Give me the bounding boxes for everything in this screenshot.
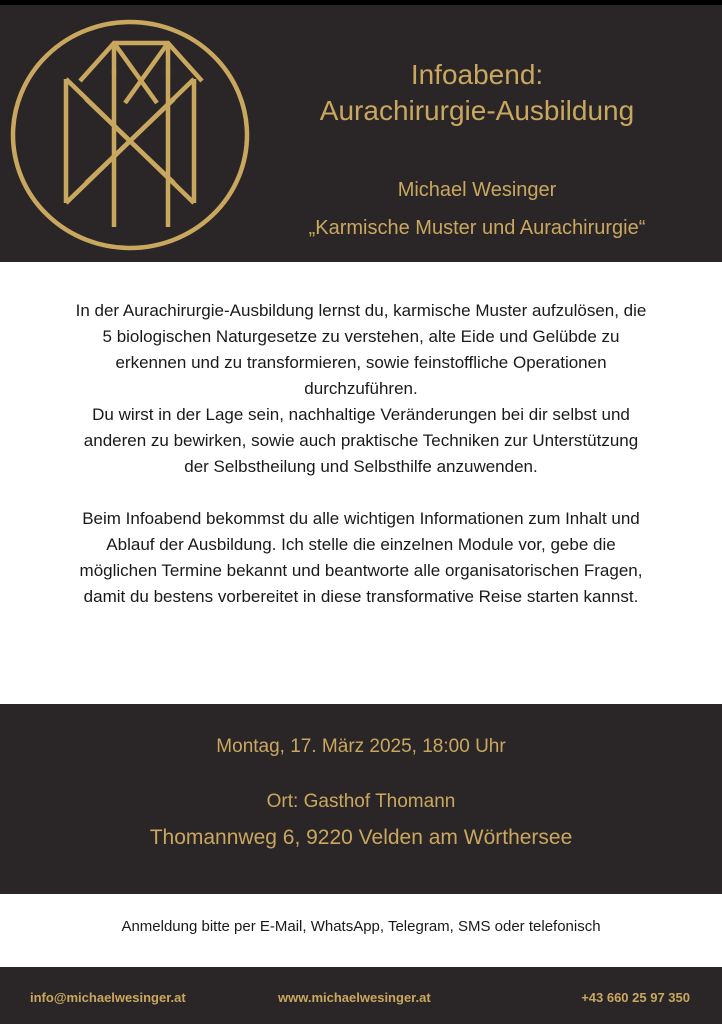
body-line: erkennen und zu transformieren, sowie feinstoffliche Operationen <box>115 353 607 372</box>
body-line: möglichen Termine bekannt und beantworte alle organisatorischen Fragen, <box>79 561 643 580</box>
description-text <box>14 298 708 610</box>
body-line: der Selbstheilung und Selbsthilfe anzuwenden. <box>184 457 538 476</box>
footer-bar <box>0 967 722 1024</box>
event-date: Montag, 17. März 2025, 18:00 Uhr <box>216 736 506 757</box>
talk-subtitle: „Karmische Muster und Aurachirurgie“ <box>308 217 646 239</box>
footer-email-link[interactable]: info@michaelwesinger.at <box>30 990 186 1005</box>
mw-monogram-circle-logo-icon <box>6 15 252 253</box>
title-line-2: Aurachirurgie-Ausbildung <box>319 95 635 126</box>
body-line: 5 biologischen Naturgesetze zu verstehen, alte Eide und Gelübde zu <box>102 327 620 346</box>
event-address: Thomannweg 6, 9220 Velden am Wörthersee <box>149 826 573 849</box>
body-line: Du wirst in der Lage sein, nachhaltige Veränderungen bei dir selbst und <box>92 405 630 424</box>
body-line: In der Aurachirurgie-Ausbildung lernst du, karmische Muster aufzulösen, die <box>75 301 647 320</box>
event-details-banner <box>0 704 722 894</box>
title-line-1: Infoabend: <box>410 59 544 90</box>
paragraph-spacer <box>14 480 708 506</box>
header-banner <box>0 5 722 262</box>
event-venue: Ort: Gasthof Thomann <box>266 791 456 812</box>
body-line: Ablauf der Ausbildung. Ich stelle die einzelnen Module vor, gebe die <box>106 535 616 554</box>
footer-phone-link[interactable]: +43 660 25 97 350 <box>581 990 690 1005</box>
registration-note: Anmeldung bitte per E-Mail, WhatsApp, Telegram, SMS oder telefonisch <box>121 918 601 935</box>
page-title <box>262 57 692 129</box>
body-line: damit du bestens vorbereitet in diese transformative Reise starten kannst. <box>83 587 639 606</box>
body-line: Beim Infoabend bekommst du alle wichtigen Informationen zum Inhalt und <box>82 509 640 528</box>
footer-website-link[interactable]: www.michaelwesinger.at <box>278 990 431 1005</box>
body-line: durchzuführen. <box>304 379 418 398</box>
body-line: anderen zu bewirken, sowie auch praktische Techniken zur Unterstützung <box>83 431 639 450</box>
speaker-name: Michael Wesinger <box>397 179 557 201</box>
